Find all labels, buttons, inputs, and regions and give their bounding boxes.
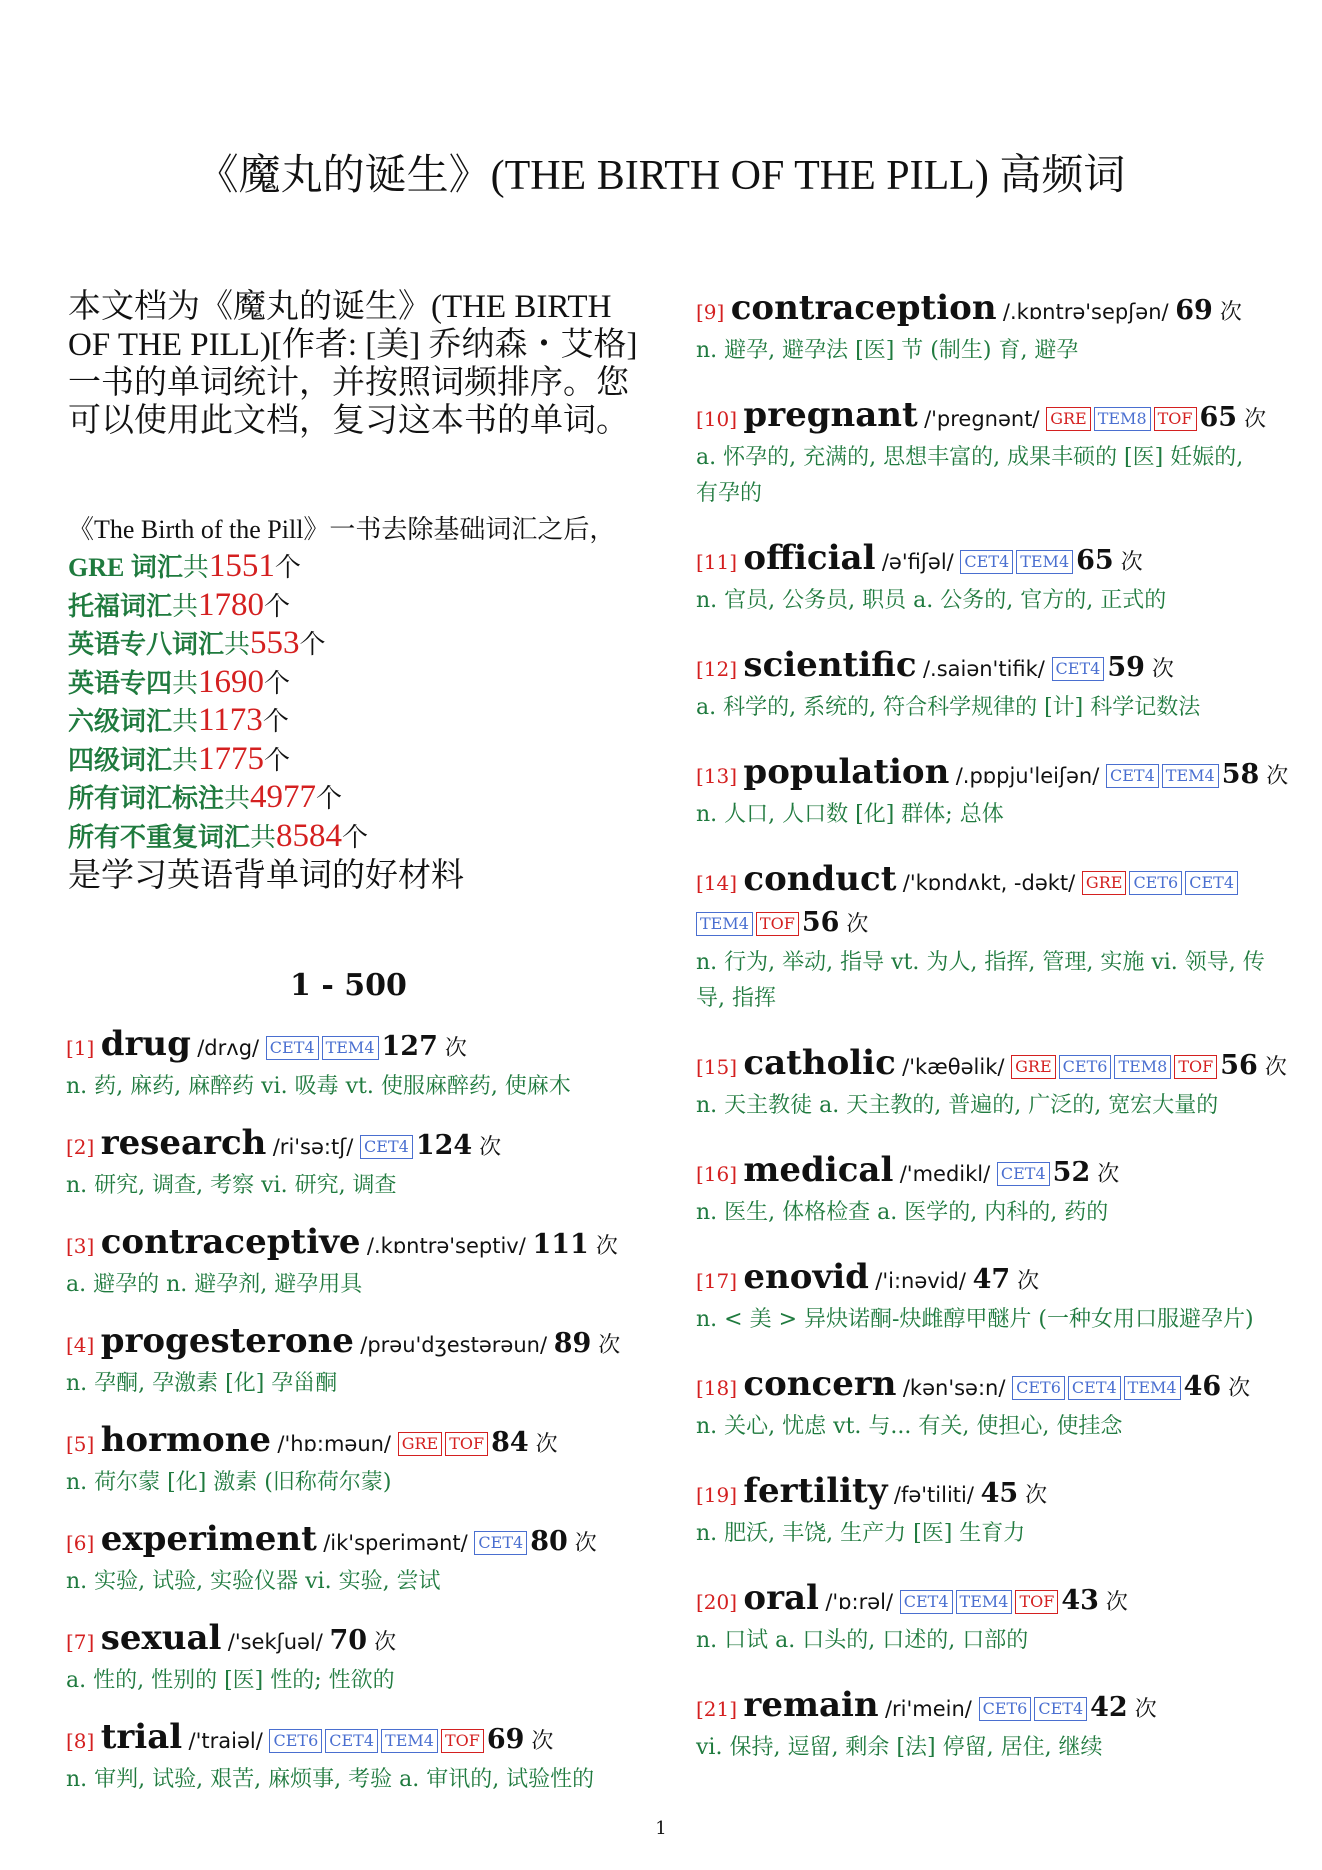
headword: hormone <box>100 1420 272 1460</box>
definition: a. 科学的, 系统的, 符合科学规律的 [计] 科学记数法 <box>696 695 1201 720</box>
exam-tag-cet4: CET4 <box>360 1135 413 1159</box>
frequency: 43 <box>1061 1585 1099 1616</box>
frequency: 45 <box>980 1478 1019 1509</box>
definition: a. 性的, 性别的 [医] 性的; 性欲的 <box>66 1668 395 1693</box>
entry-index: [15] <box>696 1055 744 1079</box>
stat-unit: 个 <box>264 668 291 698</box>
definition: n. 关心, 忧虑 vt. 与... 有关, 使担心, 使挂念 <box>696 1414 1123 1439</box>
word-entry <box>66 1024 636 1105</box>
headword-line <box>696 1685 1266 1730</box>
times-label: 次 <box>839 912 869 937</box>
stat-label: 英语专八词汇 <box>68 630 225 659</box>
definition: n. 实验, 试验, 实验仪器 vi. 实验, 尝试 <box>66 1569 441 1594</box>
exam-tag-tof: TOF <box>441 1729 484 1753</box>
headword: conduct <box>743 859 897 899</box>
word-entry <box>66 1618 636 1699</box>
headword: remain <box>743 1685 879 1725</box>
word-entry <box>696 1257 1266 1338</box>
times-label: 次 <box>1098 1590 1128 1615</box>
exam-tag-cet6: CET6 <box>1059 1055 1112 1079</box>
entry-index: [10] <box>696 407 744 431</box>
word-entry <box>696 1364 1266 1445</box>
stat-gong: 共 <box>172 745 199 775</box>
left-column <box>66 1024 636 1816</box>
stat-unit: 个 <box>264 591 291 621</box>
times-label: 次 <box>528 1432 558 1457</box>
times-label: 次 <box>1257 1055 1287 1080</box>
exam-tag-tem4: TEM4 <box>956 1590 1013 1614</box>
definition: n. 医生, 体格检查 a. 医学的, 内科的, 药的 <box>696 1200 1109 1225</box>
stat-unit: 个 <box>316 784 343 813</box>
word-entry <box>66 1222 636 1303</box>
stat-row <box>68 702 668 741</box>
times-label: 次 <box>567 1531 597 1556</box>
headword-line <box>66 1519 636 1564</box>
frequency: 59 <box>1107 652 1145 683</box>
word-entry <box>696 1150 1266 1231</box>
stat-gong: 共 <box>250 822 277 852</box>
word-entry <box>696 395 1266 512</box>
definition: n. 人口, 人口数 [化] 群体; 总体 <box>696 802 1004 827</box>
definition: n. 官员, 公务员, 职员 a. 公务的, 官方的, 正式的 <box>696 588 1167 613</box>
entry-index: [3] <box>66 1234 101 1258</box>
phonetic: /.pɒpju'leiʃən/ <box>955 764 1106 788</box>
intro-paragraph: 本文档为《魔丸的诞生》(THE BIRTH OF THE PILL)[作者: [美] 乔纳森・艾格] 一书的单词统计，并按照词频排序。您可以使用此文档，复习这本书的单词。 <box>68 289 638 439</box>
stat-label: 所有词汇标注 <box>68 784 225 813</box>
headword-line <box>66 1321 636 1366</box>
definition: n. 肥沃, 丰饶, 生产力 [医] 生育力 <box>696 1521 1026 1546</box>
phonetic: /ə'fiʃəl/ <box>881 550 961 574</box>
exam-tag-gre: GRE <box>1046 407 1091 431</box>
definition: n. 审判, 试验, 艰苦, 麻烦事, 考验 a. 审讯的, 试验性的 <box>66 1767 595 1792</box>
exam-tag-tem4: TEM4 <box>322 1036 379 1060</box>
stat-count: 553 <box>250 625 300 661</box>
headword: fertility <box>743 1471 888 1511</box>
stats-lead: 《The Birth of the Pill》一书去除基础词汇之后， <box>68 515 616 544</box>
frequency: 127 <box>381 1031 438 1062</box>
headword-line <box>696 1257 1266 1302</box>
word-entry <box>66 1519 636 1600</box>
stat-count: 4977 <box>250 779 317 815</box>
times-label: 次 <box>1144 657 1174 682</box>
definition: n. 药, 麻药, 麻醉药 vi. 吸毒 vt. 使服麻醉药, 使麻木 <box>66 1074 571 1099</box>
definition: a. 怀孕的, 充满的, 思想丰富的, 成果丰硕的 [医] 妊娠的, 有孕的 <box>696 445 1244 506</box>
headword: experiment <box>100 1519 317 1559</box>
exam-tag-tem4: TEM4 <box>1016 550 1073 574</box>
exam-tag-tof: TOF <box>1174 1055 1217 1079</box>
word-entry <box>696 288 1266 369</box>
stat-unit: 个 <box>264 745 291 775</box>
phonetic: /'ɒ:rəl/ <box>825 1590 900 1614</box>
headword: contraceptive <box>100 1222 361 1262</box>
entry-index: [19] <box>696 1483 744 1507</box>
exam-tag-gre: GRE <box>1082 871 1127 895</box>
stat-count: 1690 <box>198 663 265 700</box>
frequency: 69 <box>1175 295 1213 326</box>
stats-block <box>68 512 668 896</box>
entry-index: [17] <box>696 1269 744 1293</box>
headword: enovid <box>743 1257 869 1297</box>
times-label: 次 <box>1237 407 1267 432</box>
exam-tag-cet4: CET4 <box>1034 1697 1087 1721</box>
word-entry <box>66 1717 636 1798</box>
frequency: 124 <box>415 1130 473 1161</box>
headword-line <box>66 1123 636 1168</box>
stat-label: GRE 词汇 <box>68 553 183 582</box>
exam-tag-cet6: CET6 <box>979 1697 1032 1721</box>
frequency: 111 <box>532 1229 589 1260</box>
stat-count: 1173 <box>198 702 263 738</box>
exam-tag-gre: GRE <box>1011 1055 1056 1079</box>
frequency: 46 <box>1183 1371 1222 1402</box>
word-entry <box>696 1471 1266 1552</box>
times-label: 次 <box>1127 1697 1157 1722</box>
stat-count: 1780 <box>198 586 265 623</box>
definition: n. 行为, 举动, 指导 vt. 为人, 指挥, 管理, 实施 vi. 领导, 传导, 指挥 <box>696 950 1265 1011</box>
exam-tag-cet4: CET4 <box>900 1590 953 1614</box>
definition: n. 研究, 调查, 考察 vi. 研究, 调查 <box>66 1173 397 1198</box>
stat-label: 所有不重复词汇 <box>68 822 251 852</box>
stat-row <box>68 741 668 780</box>
word-entry <box>66 1420 636 1501</box>
word-entry <box>696 752 1289 833</box>
entry-index: [12] <box>696 657 744 681</box>
exam-tag-cet6: CET6 <box>1129 871 1182 895</box>
phonetic: /kən'sə:n/ <box>902 1376 1013 1400</box>
headword: progesterone <box>100 1321 354 1361</box>
exam-tag-cet4: CET4 <box>1068 1376 1121 1400</box>
phonetic: /'traiəl/ <box>188 1729 270 1753</box>
frequency: 70 <box>329 1625 368 1656</box>
word-entry <box>66 1123 636 1204</box>
headword-line <box>66 1618 636 1663</box>
phonetic: /'i:nəvid/ <box>875 1269 973 1293</box>
exam-tag-cet4: CET4 <box>997 1162 1050 1186</box>
word-entry <box>696 645 1266 726</box>
phonetic: /.kɒntrə'sepʃən/ <box>1002 300 1176 324</box>
headword-line <box>696 1364 1266 1409</box>
entry-index: [20] <box>696 1590 744 1614</box>
headword-line <box>696 1150 1266 1195</box>
entry-index: [14] <box>696 871 744 895</box>
phonetic: /prəu'dʒestərəun/ <box>360 1333 554 1357</box>
entry-index: [9] <box>696 300 731 324</box>
stat-row <box>68 625 668 664</box>
entry-index: [18] <box>696 1376 744 1400</box>
stat-label: 四级词汇 <box>68 745 173 775</box>
stats-list <box>68 548 668 856</box>
definition: n. 天主教徒 a. 天主教的, 普遍的, 广泛的, 宽宏大量的 <box>696 1093 1219 1118</box>
phonetic: /ik'sperimənt/ <box>323 1531 475 1555</box>
definition: n. < 美 > 异炔诺酮-炔雌醇甲醚片 (一种女用口服避孕片) <box>696 1307 1254 1332</box>
times-label: 次 <box>588 1234 618 1259</box>
stat-gong: 共 <box>172 591 199 621</box>
headword: drug <box>100 1024 191 1064</box>
headword: trial <box>100 1717 183 1757</box>
exam-tag-tem4: TEM4 <box>1124 1376 1181 1400</box>
entry-index: [5] <box>66 1432 101 1456</box>
stat-gong: 共 <box>172 668 199 698</box>
times-label: 次 <box>1090 1162 1120 1187</box>
phonetic: /ri'mein/ <box>884 1697 979 1721</box>
headword: medical <box>743 1150 894 1190</box>
entry-index: [8] <box>66 1729 101 1753</box>
exam-tag-cet4: CET4 <box>266 1036 319 1060</box>
exam-tag-tem4: TEM4 <box>1162 764 1219 788</box>
times-label: 次 <box>1221 1376 1251 1401</box>
word-entry <box>696 1578 1266 1659</box>
headword: scientific <box>743 645 917 685</box>
phonetic: /'medikl/ <box>899 1162 997 1186</box>
exam-tag-cet4: CET4 <box>960 550 1013 574</box>
stat-unit: 个 <box>299 630 326 659</box>
headword: oral <box>743 1578 819 1618</box>
headword-line <box>66 1222 636 1267</box>
frequency: 47 <box>972 1264 1011 1295</box>
stat-gong: 共 <box>182 553 209 582</box>
stat-gong: 共 <box>224 630 251 659</box>
headword: population <box>743 752 950 792</box>
exam-tag-tem4: TEM4 <box>381 1729 438 1753</box>
entry-index: [21] <box>696 1697 744 1721</box>
phonetic: /ri'sə:tʃ/ <box>272 1135 361 1159</box>
phonetic: /'sekʃuəl/ <box>227 1630 330 1654</box>
entry-index: [16] <box>696 1162 744 1186</box>
page-number: 1 <box>655 1818 667 1839</box>
headword: pregnant <box>743 395 918 435</box>
frequency: 52 <box>1052 1157 1091 1188</box>
headword-line <box>696 859 1266 945</box>
word-entry <box>696 859 1266 1017</box>
stat-count: 1551 <box>208 548 275 584</box>
headword-line <box>696 1578 1266 1623</box>
headword: official <box>743 538 876 578</box>
stat-unit: 个 <box>262 707 289 736</box>
frequency: 58 <box>1221 759 1260 790</box>
phonetic: /'kɒndʌkt, -dəkt/ <box>902 871 1082 895</box>
frequency: 80 <box>530 1526 568 1557</box>
entry-index: [4] <box>66 1333 101 1357</box>
headword-line <box>696 395 1266 440</box>
stat-row <box>68 818 668 857</box>
exam-tag-gre: GRE <box>398 1432 443 1456</box>
headword: research <box>100 1123 267 1163</box>
stat-unit: 个 <box>274 553 301 582</box>
exam-tag-tem8: TEM8 <box>1114 1055 1171 1079</box>
headword: concern <box>743 1364 897 1404</box>
word-entry <box>66 1321 636 1402</box>
times-label: 次 <box>1113 550 1143 575</box>
times-label: 次 <box>437 1036 467 1061</box>
exam-tag-cet6: CET6 <box>1012 1376 1065 1400</box>
definition: n. 孕酮, 孕激素 [化] 孕甾酮 <box>66 1371 338 1396</box>
stat-row <box>68 548 668 587</box>
stat-label: 托福词汇 <box>68 591 173 621</box>
entry-index: [2] <box>66 1135 101 1159</box>
phonetic: /drʌg/ <box>197 1036 266 1060</box>
times-label: 次 <box>1010 1269 1040 1294</box>
headword-line <box>66 1717 636 1762</box>
page-title: 《魔丸的诞生》(THE BIRTH OF THE PILL) 高频词 <box>196 153 1126 199</box>
headword-line <box>696 538 1266 583</box>
phonetic: /.kɒntrə'septiv/ <box>366 1234 533 1258</box>
entry-index: [11] <box>696 550 744 574</box>
exam-tag-tem8: TEM8 <box>1094 407 1151 431</box>
phonetic: /fə'tiliti/ <box>893 1483 981 1507</box>
phonetic: /'hɒ:məun/ <box>277 1432 398 1456</box>
exam-tag-cet4: CET4 <box>474 1531 527 1555</box>
headword-line <box>696 288 1266 333</box>
headword: catholic <box>743 1043 896 1083</box>
frequency: 56 <box>801 907 840 938</box>
word-entry <box>696 538 1266 619</box>
headword-line <box>66 1420 636 1465</box>
stat-unit: 个 <box>342 822 369 852</box>
headword-line <box>696 645 1266 690</box>
right-column <box>696 288 1289 1792</box>
headword: sexual <box>100 1618 222 1658</box>
headword-line <box>696 1471 1266 1516</box>
entry-index: [7] <box>66 1630 101 1654</box>
times-label: 次 <box>524 1729 554 1754</box>
stat-gong: 共 <box>172 707 199 736</box>
entry-index: [6] <box>66 1531 101 1555</box>
frequency: 89 <box>553 1328 592 1359</box>
stat-row <box>68 664 668 703</box>
phonetic: /'kæθəlik/ <box>902 1055 1012 1079</box>
frequency: 65 <box>1199 402 1238 433</box>
exam-tag-tof: TOF <box>1154 407 1197 431</box>
times-label: 次 <box>1212 300 1242 325</box>
exam-tag-cet4: CET4 <box>1185 871 1238 895</box>
word-entry <box>696 1043 1287 1124</box>
headword-line <box>696 1043 1287 1088</box>
exam-tag-tof: TOF <box>756 912 799 936</box>
entry-index: [13] <box>696 764 744 788</box>
definition: a. 避孕的 n. 避孕剂, 避孕用具 <box>66 1272 363 1297</box>
stat-row <box>68 779 668 818</box>
times-label: 次 <box>472 1135 502 1160</box>
frequency: 84 <box>491 1427 529 1458</box>
entry-index: [1] <box>66 1036 101 1060</box>
definition: n. 口试 a. 口头的, 口述的, 口部的 <box>696 1628 1029 1653</box>
phonetic: /'pregnənt/ <box>924 407 1047 431</box>
headword-line <box>696 752 1289 797</box>
phonetic: /.saiən'tifik/ <box>922 657 1052 681</box>
frequency: 69 <box>486 1724 525 1755</box>
exam-tag-cet4: CET4 <box>1106 764 1159 788</box>
stat-gong: 共 <box>224 784 251 813</box>
word-entry <box>696 1685 1266 1766</box>
times-label: 次 <box>591 1333 621 1358</box>
exam-tag-tem4: TEM4 <box>696 912 753 936</box>
exam-tag-cet6: CET6 <box>269 1729 322 1753</box>
frequency: 65 <box>1076 545 1114 576</box>
exam-tag-cet4: CET4 <box>1052 657 1105 681</box>
definition: n. 荷尔蒙 [化] 激素 (旧称荷尔蒙) <box>66 1470 392 1495</box>
frequency: 56 <box>1220 1050 1258 1081</box>
times-label: 次 <box>1259 764 1289 789</box>
times-label: 次 <box>367 1630 397 1655</box>
exam-tag-cet4: CET4 <box>325 1729 378 1753</box>
exam-tag-tof: TOF <box>445 1432 488 1456</box>
frequency: 42 <box>1090 1692 1128 1723</box>
stat-row <box>68 587 668 626</box>
headword-line <box>66 1024 636 1069</box>
stat-count: 1775 <box>198 740 265 777</box>
stats-closing: 是学习英语背单词的好材料 <box>68 858 464 894</box>
stat-label: 英语专四 <box>68 668 173 698</box>
exam-tag-tof: TOF <box>1015 1590 1058 1614</box>
definition: vi. 保持, 逗留, 剩余 [法] 停留, 居住, 继续 <box>696 1735 1103 1760</box>
range-heading: 1 - 500 <box>290 968 407 1003</box>
headword: contraception <box>730 288 997 328</box>
stat-label: 六级词汇 <box>68 707 173 736</box>
definition: n. 避孕, 避孕法 [医] 节 (制生) 育, 避孕 <box>696 338 1079 363</box>
times-label: 次 <box>1018 1483 1048 1508</box>
stat-count: 8584 <box>276 817 343 854</box>
